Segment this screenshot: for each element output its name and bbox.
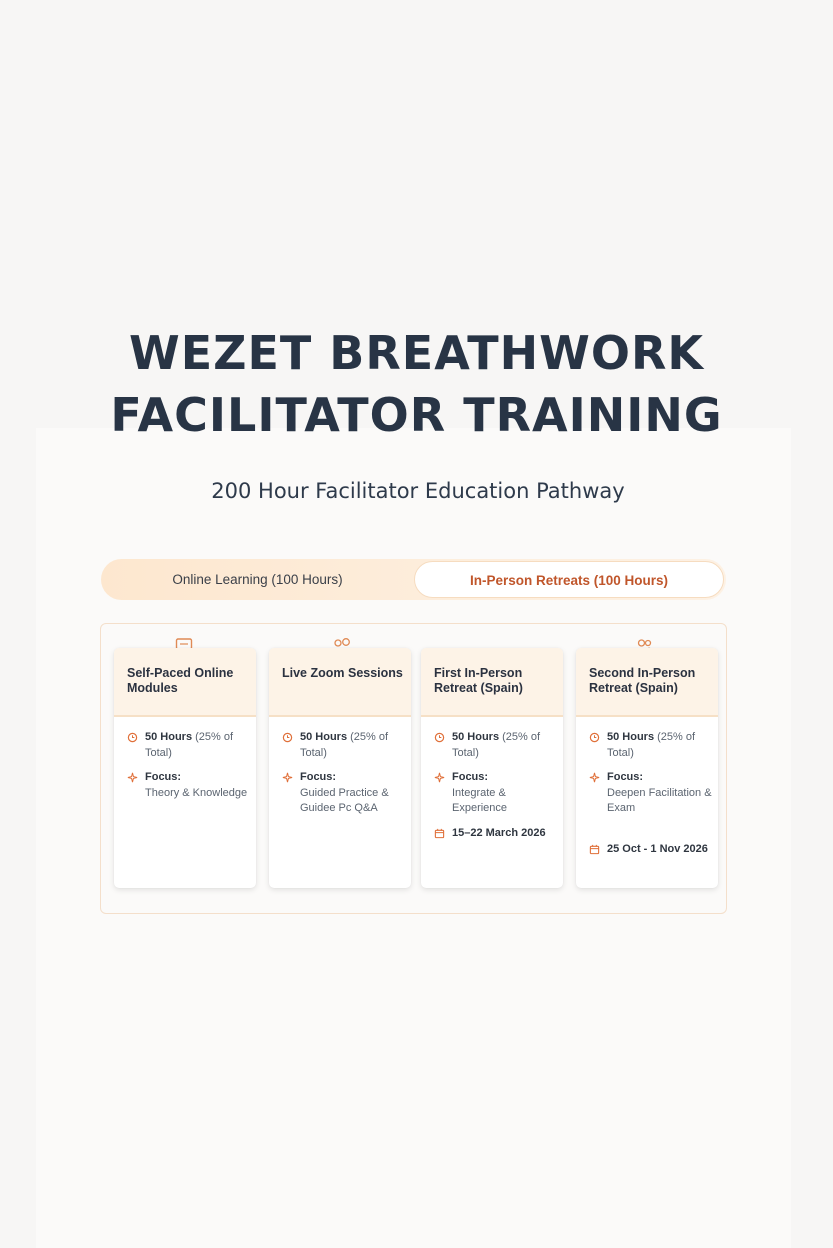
calendar-icon [434, 828, 445, 839]
card-header [576, 648, 718, 717]
focus-label: Focus: [145, 771, 182, 783]
retreat-date: 15–22 March 2026 [452, 827, 546, 839]
title-line-1: WEZET BREATHWORK [128, 326, 705, 380]
hours-note: (25% of Total) [145, 731, 234, 759]
card-title: First In-Person Retreat (Spain) [434, 666, 523, 695]
card-first-retreat [421, 648, 563, 888]
clock-icon [127, 732, 138, 743]
card-title: Live Zoom Sessions [282, 666, 403, 680]
focus-value: Integrate & Experience [452, 786, 508, 814]
hours-value: 50 Hours [145, 731, 193, 743]
tab-in-person-retreats[interactable]: In-Person Retreats (100 Hours) [414, 561, 724, 598]
retreat-date: 25 Oct - 1 Nov 2026 [607, 843, 708, 855]
clock-icon [434, 732, 445, 743]
title-line-2: FACILITATOR TRAINING [110, 388, 723, 442]
card-header [421, 648, 563, 717]
focus-value: Deepen Facilitation & Exam [607, 786, 712, 814]
sparkle-icon [282, 772, 293, 783]
hours-value: 50 Hours [607, 731, 655, 743]
pathway-tabs [101, 559, 726, 600]
card-title: Second In-Person Retreat (Spain) [589, 666, 696, 695]
focus-value: Theory & Knowledge [145, 786, 248, 799]
focus-label: Focus: [452, 771, 489, 783]
card-live-zoom-sessions [269, 648, 411, 888]
focus-label: Focus: [300, 771, 337, 783]
sparkle-icon [589, 772, 600, 783]
focus-label: Focus: [607, 771, 644, 783]
card-header [114, 648, 256, 717]
calendar-icon [589, 844, 600, 855]
hours-value: 50 Hours [300, 731, 348, 743]
card-self-paced-modules [114, 648, 256, 888]
sparkle-icon [127, 772, 138, 783]
tab-online-learning[interactable]: Online Learning (100 Hours) [172, 572, 343, 587]
hours-value: 50 Hours [452, 731, 500, 743]
focus-value: Guided Practice & Guidee Pc Q&A [300, 786, 389, 814]
card-title: Self-Paced Online Modules [127, 666, 234, 695]
page-subtitle: 200 Hour Facilitator Education Pathway [211, 479, 625, 503]
card-second-retreat [576, 648, 718, 888]
hours-note: (25% of Total) [607, 731, 696, 759]
clock-icon [589, 732, 600, 743]
card-header [269, 648, 411, 717]
clock-icon [282, 732, 293, 743]
sparkle-icon [434, 772, 445, 783]
page-title [0, 322, 833, 446]
hours-note: (25% of Total) [452, 731, 541, 759]
hours-note: (25% of Total) [300, 731, 389, 759]
